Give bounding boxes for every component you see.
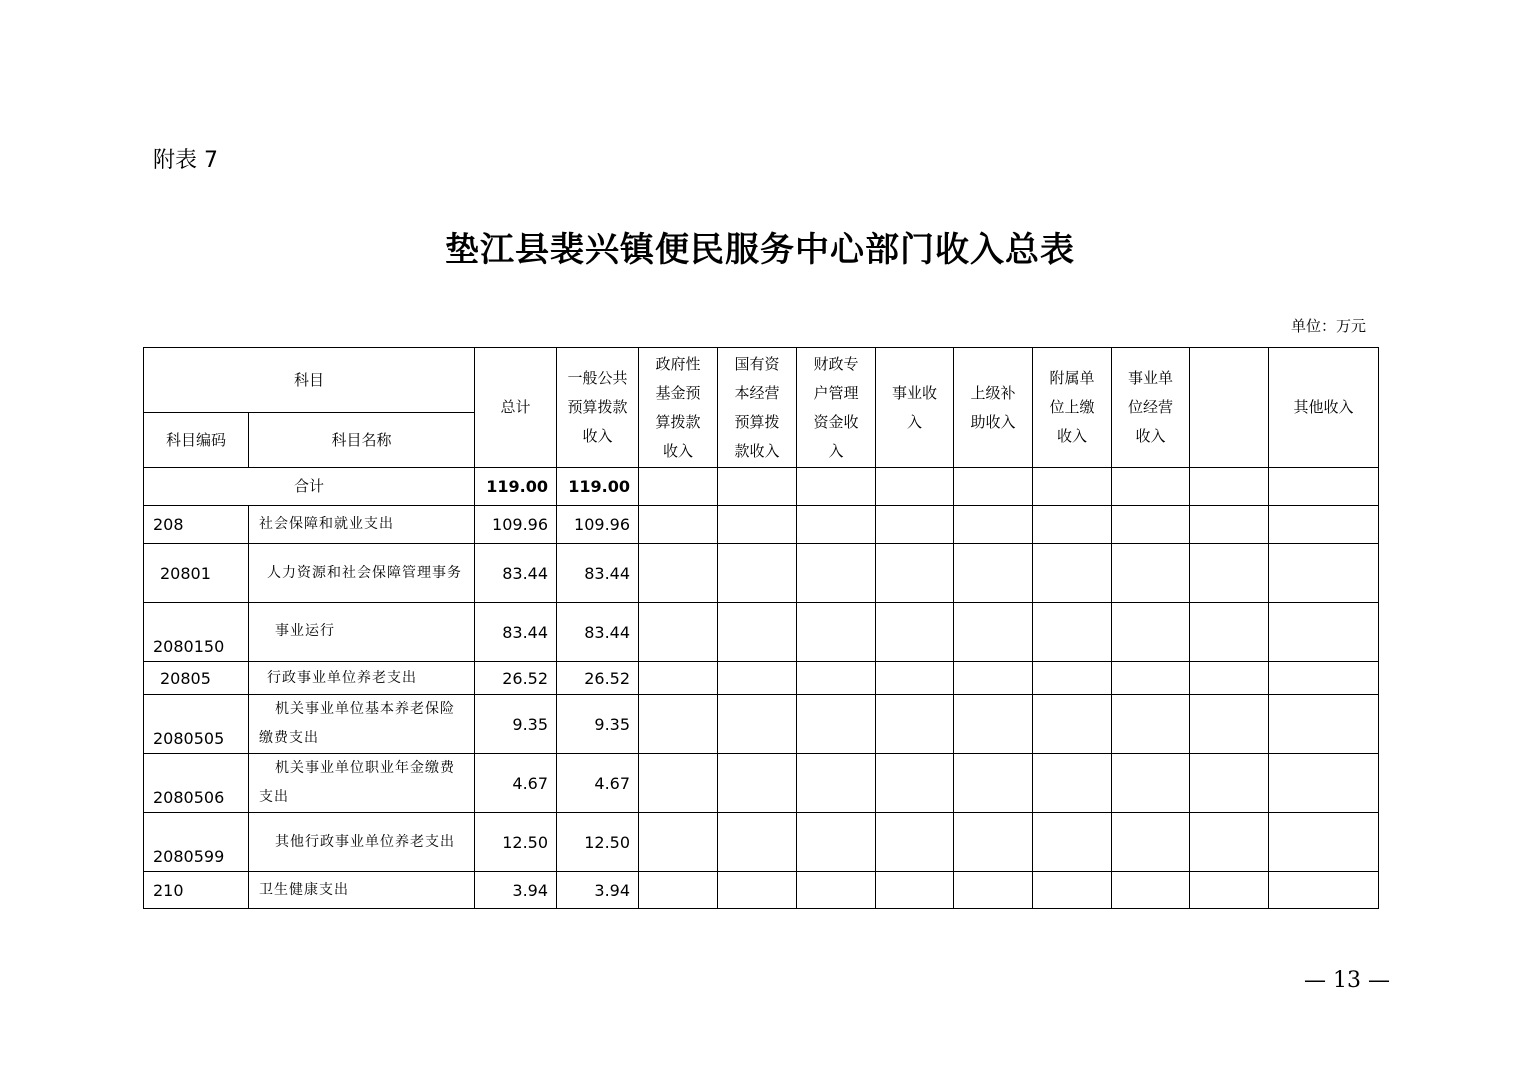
header-subject: 科目 xyxy=(144,348,475,413)
row-name: 事业运行 xyxy=(249,603,475,662)
row-total: 12.50 xyxy=(475,813,557,872)
table-row xyxy=(144,603,1379,662)
table-row xyxy=(144,544,1379,603)
total-general-budget: 119.00 xyxy=(557,468,639,506)
row-general-budget: 12.50 xyxy=(557,813,639,872)
table-row xyxy=(144,695,1379,754)
header-other-income: 其他收入 xyxy=(1269,348,1379,468)
row-code: 2080150 xyxy=(144,603,249,662)
row-code: 210 xyxy=(144,872,249,909)
row-code: 20801 xyxy=(144,544,249,603)
header-code: 科目编码 xyxy=(144,413,249,468)
table-row xyxy=(144,754,1379,813)
header-row-1 xyxy=(144,348,1379,413)
row-general-budget: 83.44 xyxy=(557,544,639,603)
header-state-capital: 国有资本经营预算拨款收入 xyxy=(718,348,797,468)
table-row xyxy=(144,662,1379,695)
row-total: 83.44 xyxy=(475,603,557,662)
page-number: — 13 — xyxy=(1304,968,1390,993)
row-total: 4.67 xyxy=(475,754,557,813)
row-general-budget: 109.96 xyxy=(557,506,639,544)
row-total: 3.94 xyxy=(475,872,557,909)
row-total: 83.44 xyxy=(475,544,557,603)
header-general-budget: 一般公共预算拨款收入 xyxy=(557,348,639,468)
row-general-budget: 4.67 xyxy=(557,754,639,813)
table-row xyxy=(144,813,1379,872)
row-total: 26.52 xyxy=(475,662,557,695)
page-title: 垫江县裴兴镇便民服务中心部门收入总表 xyxy=(445,230,1075,270)
row-code: 2080599 xyxy=(144,813,249,872)
header-affiliated-payment: 附属单位上缴收入 xyxy=(1033,348,1112,468)
header-superior-subsidy: 上级补助收入 xyxy=(954,348,1033,468)
income-summary-table xyxy=(143,347,1379,909)
row-general-budget: 3.94 xyxy=(557,872,639,909)
row-name: 卫生健康支出 xyxy=(249,872,475,909)
table-row xyxy=(144,506,1379,544)
header-business-income: 事业收入 xyxy=(876,348,954,468)
header-business-operation: 事业单位经营收入 xyxy=(1112,348,1190,468)
total-row xyxy=(144,468,1379,506)
unit-label: 单位：万元 xyxy=(1290,317,1366,335)
row-total: 109.96 xyxy=(475,506,557,544)
row-code: 2080505 xyxy=(144,695,249,754)
total-value: 119.00 xyxy=(475,468,557,506)
row-name: 机关事业单位职业年金缴费支出 xyxy=(249,754,475,813)
table-row xyxy=(144,872,1379,909)
header-gov-fund: 政府性基金预算拨款收入 xyxy=(639,348,718,468)
row-name: 社会保障和就业支出 xyxy=(249,506,475,544)
row-general-budget: 83.44 xyxy=(557,603,639,662)
row-general-budget: 26.52 xyxy=(557,662,639,695)
row-general-budget: 9.35 xyxy=(557,695,639,754)
header-name: 科目名称 xyxy=(249,413,475,468)
header-fiscal-account: 财政专户管理资金收入 xyxy=(797,348,876,468)
row-code: 208 xyxy=(144,506,249,544)
row-name: 人力资源和社会保障管理事务 xyxy=(249,544,475,603)
row-name: 行政事业单位养老支出 xyxy=(249,662,475,695)
row-code: 20805 xyxy=(144,662,249,695)
row-name: 机关事业单位基本养老保险缴费支出 xyxy=(249,695,475,754)
attachment-label: 附表 7 xyxy=(153,148,218,173)
row-name: 其他行政事业单位养老支出 xyxy=(249,813,475,872)
row-total: 9.35 xyxy=(475,695,557,754)
header-total: 总计 xyxy=(475,348,557,468)
header-blank xyxy=(1190,348,1269,468)
total-label: 合计 xyxy=(144,468,475,506)
row-code: 2080506 xyxy=(144,754,249,813)
